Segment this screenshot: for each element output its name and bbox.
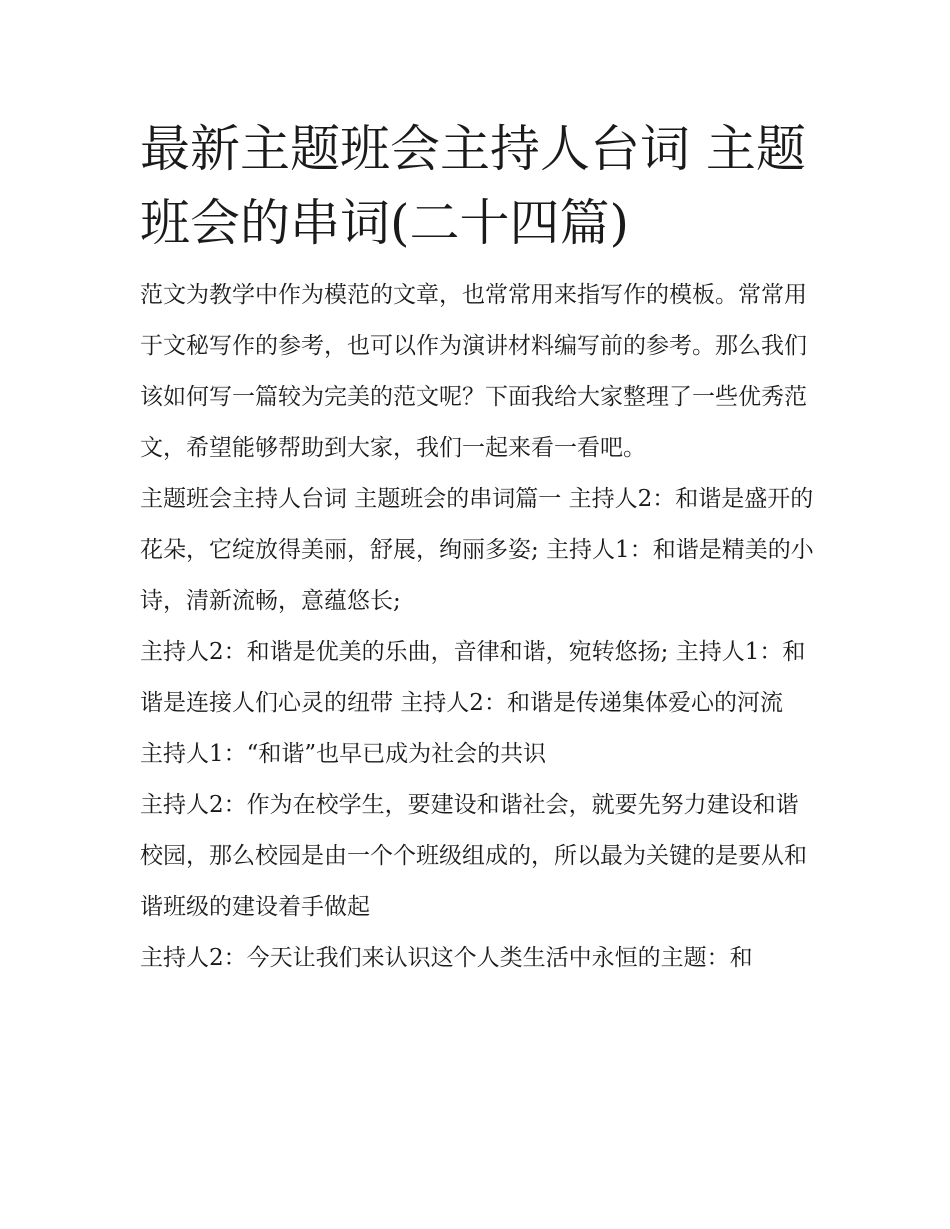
document-page	[140, 112, 816, 984]
paragraph-4: 主持人2：作为在校学生，要建设和谐社会，就要先努力建设和谐校园，那么校园是由一个个班级组成的，所以最为关键的是要从和谐班级的建设着手做起	[140, 792, 807, 920]
paragraph-3: 主持人1：“和谐”也早已成为社会的共识	[140, 741, 547, 767]
paragraph-intro: 范文为教学中作为模范的文章，也常常用来指写作的模板。常常用于文秘写作的参考，也可以作为演讲材料编写前的参考。那么我们该如何写一篇较为完美的范文呢？下面我给大家整理了一些优秀范文，希望能够帮助到大家，我们一起来看一看吧。	[140, 282, 807, 461]
paragraph-2: 主持人2：和谐是优美的乐曲，音律和谐，宛转悠扬; 主持人1：和谐是连接人们心灵的纽带 主持人2：和谐是传递集体爱心的河流	[140, 639, 806, 716]
paragraph-1: 主题班会主持人台词 主题班会的串词篇一 主持人2：和谐是盛开的花朵，它绽放得美丽，舒展，绚丽多姿; 主持人1：和谐是精美的小诗，清新流畅，意蕴悠长;	[140, 486, 814, 614]
paragraph-5: 主持人2：今天让我们来认识这个人类生活中永恒的主题：和	[140, 945, 753, 971]
document-title: 最新主题班会主持人台词 主题班会的串词(二十四篇)	[140, 120, 806, 252]
